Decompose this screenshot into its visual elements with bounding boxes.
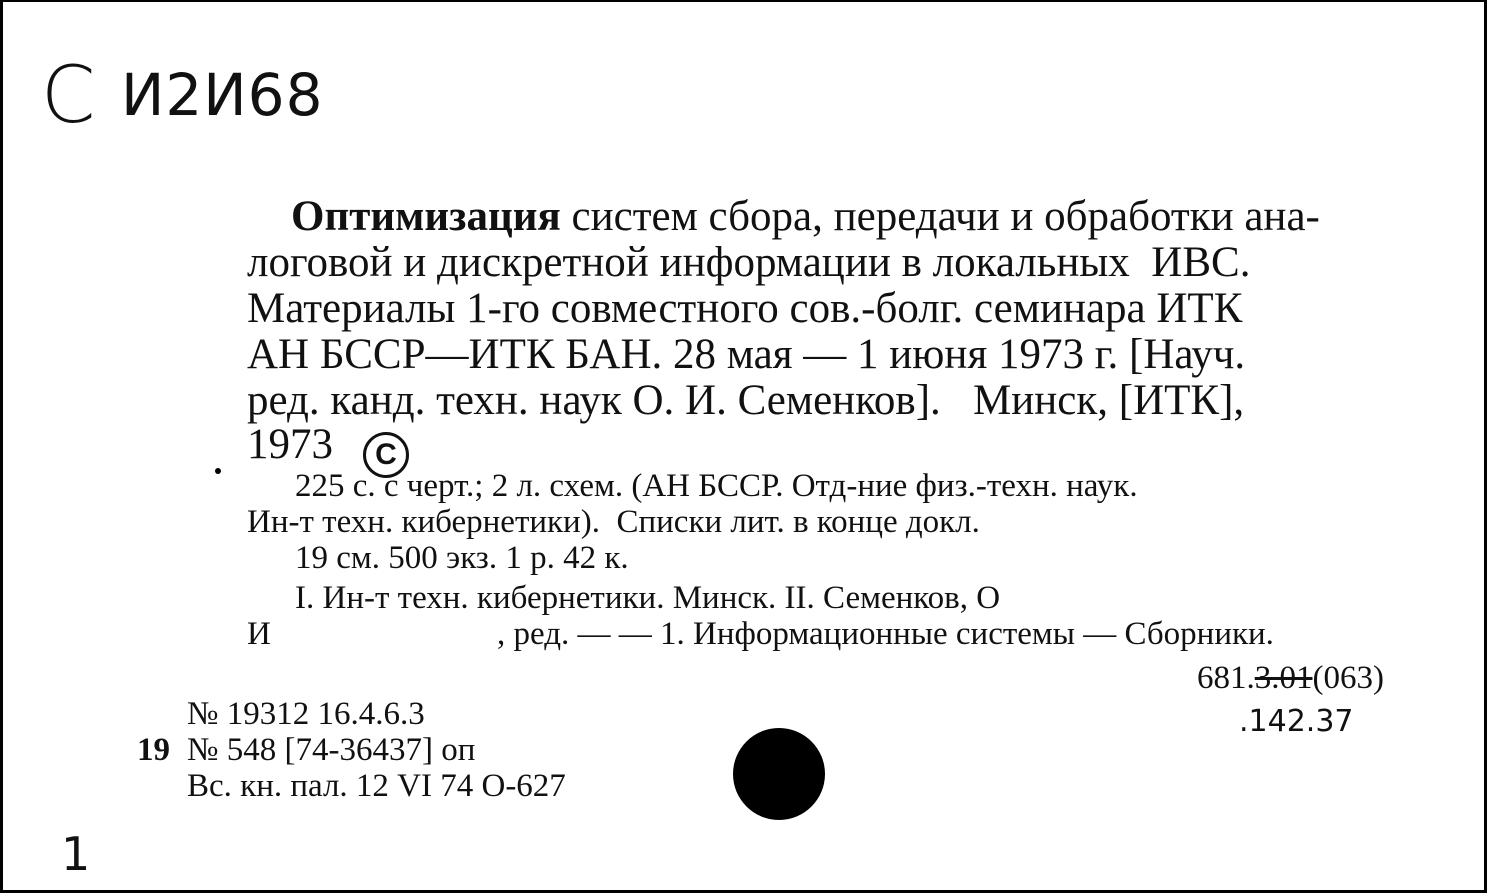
description-line-3: 19 см. 500 экз. 1 р. 42 к. [295, 540, 629, 576]
corner-mark: 1 [61, 827, 91, 881]
handwritten-classification: .142.37 [1239, 704, 1354, 739]
record-line-3: Вс. кн. пал. 12 VI 74 О-627 [187, 768, 566, 804]
call-number: И2И68 [121, 61, 324, 129]
udc-prefix: 681. [1197, 660, 1255, 696]
udc-struck: 3.01 [1254, 660, 1313, 696]
title-line-1 [291, 194, 1320, 240]
title-lead-word: Оптимизация [291, 193, 561, 240]
record-line-2: № 548 [74-36437] оп [187, 732, 476, 768]
description-line-1: 225 с. с черт.; 2 л. схем. (АН БССР. Отд-ние физ.-техн. наук. [295, 468, 1138, 504]
tracings-line-2: , ред. — — 1. Информационные системы — Сборники. [497, 616, 1274, 652]
udc-number [1197, 660, 1384, 696]
punch-hole [733, 728, 825, 820]
udc-suffix: (063) [1312, 660, 1384, 696]
tracings-line-1: I. Ин-т техн. кибернетики. Минск. II. Семенков, О [295, 580, 1001, 616]
stray-dot [215, 468, 221, 474]
title-line-1-text: систем сбора, передачи и обработки ана- [560, 193, 1320, 240]
title-line-4: АН БССР—ИТК БАН. 28 мая — 1 июня 1973 г. [Науч. [247, 331, 1246, 378]
tracings-line-2-left: И [247, 616, 271, 652]
description-line-2: Ин-т техн. кибернетики). Списки лит. в конце докл. [247, 504, 980, 540]
title-line-3: Материалы 1-го совместного сов.-болг. семинара ИТК [247, 285, 1243, 332]
record-line-1: № 19312 16.4.6.3 [187, 696, 425, 732]
copyright-icon: C [363, 432, 409, 478]
call-number-letter: С [41, 51, 96, 141]
record-line-2-prefix: 19 [137, 732, 170, 768]
title-line-2: логовой и дискретной информации в локальных ИВС. [247, 239, 1251, 286]
publication-year: 1973 [247, 421, 333, 468]
title-line-5: ред. канд. техн. наук О. И. Семенков]. Минск, [ИТК], [247, 377, 1245, 424]
